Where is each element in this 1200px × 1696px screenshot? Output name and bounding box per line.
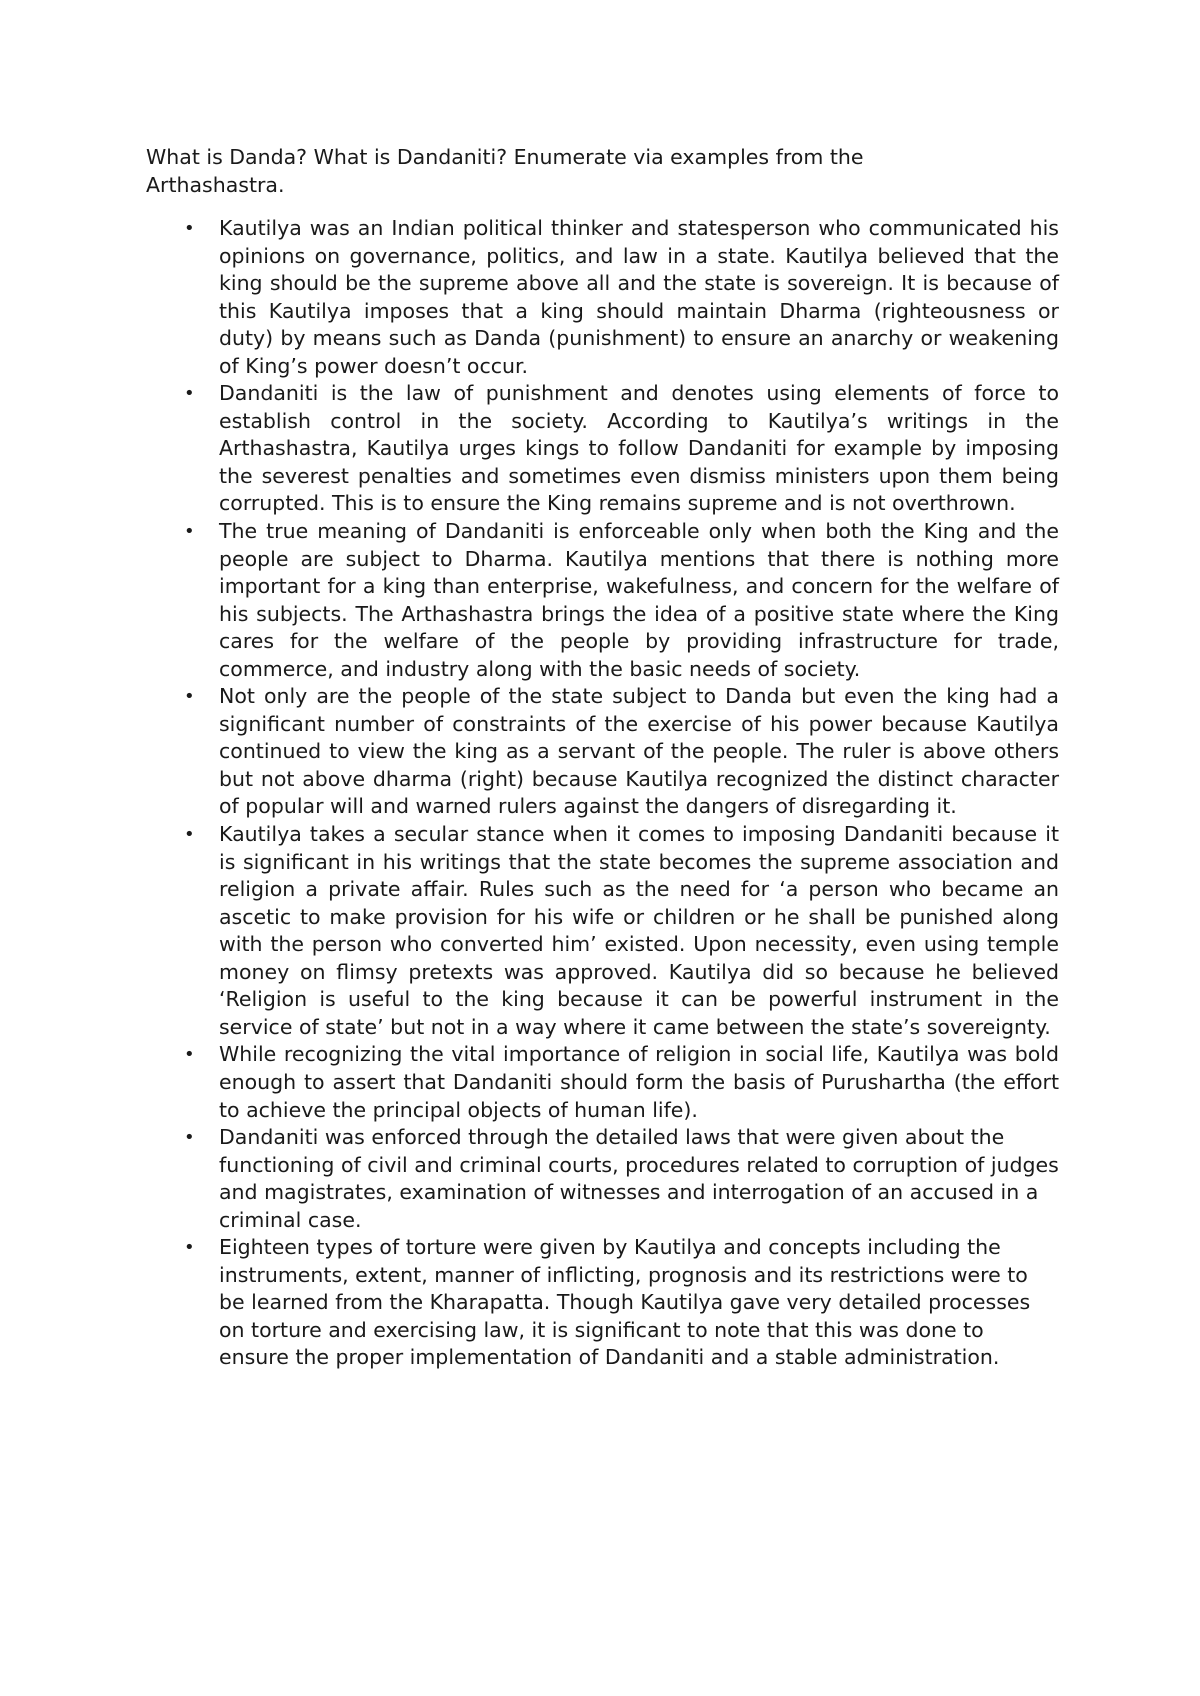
bullet-text: Eighteen types of torture were given by Kautilya and concepts including the instruments, extent, manner of inflicting, prognosis and its restrictions were to be learned from the Kharapatta. Though Kautilya gave very detailed processes on torture and exercising law, it is significant to note that this was done to ensure the proper implementation of Dandaniti and a stable administration. bbox=[219, 1235, 1031, 1370]
bullet-icon: • bbox=[184, 383, 195, 405]
bullet-icon: • bbox=[184, 824, 195, 846]
bullet-icon: • bbox=[184, 686, 195, 708]
bullet-icon: • bbox=[184, 521, 195, 543]
bullet-text: The true meaning of Dandaniti is enforceable only when both the King and the people are subject to Dharma. Kautilya mentions that there is nothing more important for a king than enterprise, wakefulness, and concern for the welfare of his subjects. The Arthashastra brings the idea of a positive state where the King cares for the welfare of the people by providing infrastructure for trade, commerce, and industry along with the basic needs of society. bbox=[219, 519, 1059, 681]
bullet-item-8 bbox=[146, 1234, 1059, 1372]
bullet-item-5 bbox=[146, 821, 1059, 1041]
bullet-item-1 bbox=[146, 215, 1059, 380]
bullet-item-3 bbox=[146, 518, 1059, 683]
bullet-text: Kautilya takes a secular stance when it comes to imposing Dandaniti because it is significant in his writings that the state becomes the supreme association and religion a private affair. Rules such as the need for ‘a person who became an ascetic to make provision for his wife or children or he shall be punished along with the person who converted him’ existed. Upon necessity, even using temple money on flimsy pretexts was approved. Kautilya did so because he believed ‘Religion is useful to the king because it can be powerful instrument in the service of state’ but not in a way where it came between the state’s sovereignty. bbox=[219, 822, 1059, 1039]
bullet-text: While recognizing the vital importance of religion in social life, Kautilya was bold enough to assert that Dandaniti should form the basis of Purushartha (the effort to achieve the principal objects of human life). bbox=[219, 1042, 1059, 1122]
question-heading: What is Danda? What is Dandaniti? Enumerate via examples from the Arthashastra. bbox=[146, 145, 864, 197]
bullet-item-4 bbox=[146, 683, 1059, 821]
bullet-item-2 bbox=[146, 380, 1059, 518]
bullet-icon: • bbox=[184, 1127, 195, 1149]
bullet-list bbox=[146, 215, 1059, 1372]
bullet-text: Dandaniti was enforced through the detailed laws that were given about the functioning of civil and criminal courts, procedures related to corruption of judges and magistrates, examination of witnesses and interrogation of an accused in a criminal case. bbox=[219, 1125, 1059, 1232]
bullet-text: Kautilya was an Indian political thinker and statesperson who communicated his opinions on governance, politics, and law in a state. Kautilya believed that the king should be the supreme above all and the state is sovereign. It is because of this Kautilya imposes that a king should maintain Dharma (righteousness or duty) by means such as Danda (punishment) to ensure an anarchy or weakening of King’s power doesn’t occur. bbox=[219, 216, 1059, 378]
bullet-icon: • bbox=[184, 1044, 195, 1066]
bullet-item-7 bbox=[146, 1124, 1059, 1234]
bullet-text: Not only are the people of the state subject to Danda but even the king had a significant number of constraints of the exercise of his power because Kautilya continued to view the king as a servant of the people. The ruler is above others but not above dharma (right) because Kautilya recognized the distinct character of popular will and warned rulers against the dangers of disregarding it. bbox=[219, 684, 1059, 819]
bullet-icon: • bbox=[184, 1237, 195, 1259]
bullet-icon: • bbox=[184, 218, 195, 239]
bullet-text: Dandaniti is the law of punishment and denotes using elements of force to establish control in the society. According to Kautilya’s writings in the Arthashastra, Kautilya urges kings to follow Dandaniti for example by imposing the severest penalties and sometimes even dismiss ministers upon them being corrupted. This is to ensure the King remains supreme and is not overthrown. bbox=[219, 381, 1059, 516]
bullet-item-6 bbox=[146, 1041, 1059, 1124]
